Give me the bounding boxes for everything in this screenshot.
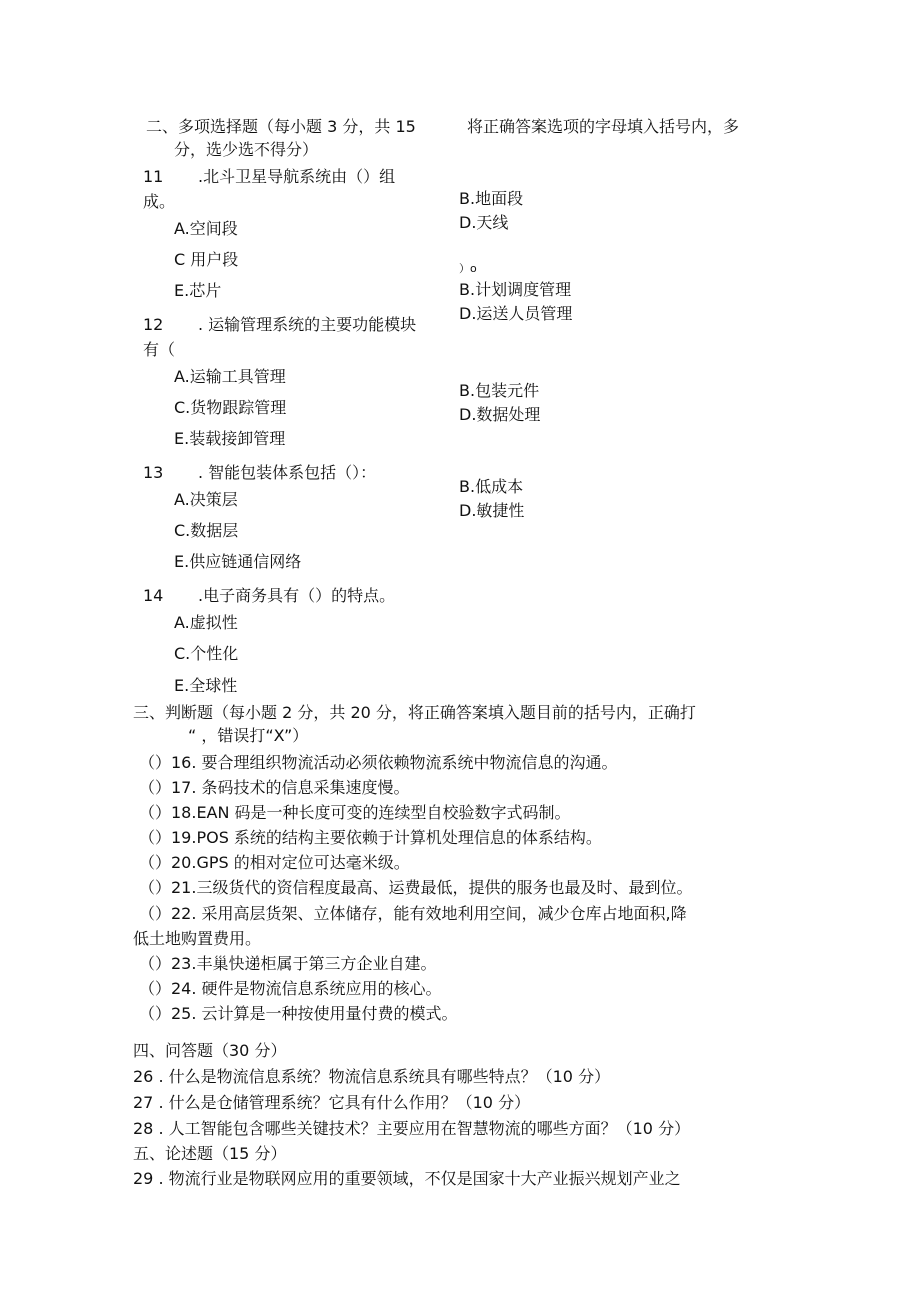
section2-title: 二、多项选择题（每小题 3 分，共 15 [146, 117, 416, 136]
question-27: 27 . 什么是仓储管理系统？它具有什么作用？（10 分） [133, 1093, 531, 1112]
q13-text: . 智能包装体系包括（）： [198, 463, 377, 482]
judgement-item: （）22. 采用高层货架、立体储存，能有效地利用空间，减少仓库占地面积,降 [139, 904, 687, 923]
q11-number: 11 [143, 167, 164, 186]
q12-option-a: A.运输工具管理 [174, 367, 286, 386]
question-28: 28 . 人工智能包含哪些关键技术？主要应用在智慧物流的哪些方面？（10 分） [133, 1119, 691, 1138]
question-29: 29 . 物流行业是物联网应用的重要领域，不仅是国家十大产业振兴规划产业之 [133, 1169, 681, 1188]
judgement-item: （）19.POS 系统的结构主要依赖于计算机处理信息的体系结构。 [139, 828, 602, 847]
q14-option-a: A.虚拟性 [174, 613, 238, 632]
q13-option-e: E.供应链通信网络 [174, 552, 302, 571]
judgement-item: （）17. 条码技术的信息采集速度慢。 [139, 778, 410, 797]
q14-option-c: C.个性化 [174, 644, 239, 663]
section2-title-cont: 分，选少选不得分） [174, 140, 319, 159]
q12-number: 12 [143, 315, 164, 334]
q11-option-d: D.天线 [459, 213, 509, 232]
section2-title-right: 将正确答案选项的字母填入括号内，多 [467, 117, 740, 136]
q14-number: 14 [143, 586, 164, 605]
judgement-item: （）21.三级货代的资信程度最高、运费最低，提供的服务也最及时、最到位。 [139, 878, 693, 897]
section3-title-cont: “ ，错误打“X”） [188, 726, 309, 745]
q12-option-b: B.计划调度管理 [459, 280, 572, 299]
judgement-item: （）24. 硬件是物流信息系统应用的核心。 [139, 979, 442, 998]
q14-option-e: E.全球性 [174, 676, 238, 695]
judgement-item: （）20.GPS 的相对定位可达毫米级。 [139, 853, 410, 872]
q13-option-b: B.包装元件 [459, 381, 540, 400]
q14-option-b: B.低成本 [459, 477, 524, 496]
q12-option-e: E.装载接卸管理 [174, 429, 286, 448]
q12-text-cont: 有（ [143, 340, 176, 359]
section4-title: 四、问答题（30 分） [133, 1041, 287, 1060]
q13-number: 13 [143, 463, 164, 482]
judgement-item: （）18.EAN 码是一种长度可变的连续型自校验数字式码制。 [139, 803, 571, 822]
q12-text: . 运输管理系统的主要功能模块 [198, 315, 417, 334]
judgement-item: （）25. 云计算是一种按使用量付费的模式。 [139, 1004, 458, 1023]
q14-option-d: D.敏捷性 [459, 501, 525, 520]
q11-text-cont: 成。 [143, 192, 176, 211]
q11-option-a: A.空间段 [174, 219, 238, 238]
judgement-item: （）16. 要合理组织物流活动必须依赖物流系统中物流信息的沟通。 [139, 753, 618, 772]
q12-option-d: D.运送人员管理 [459, 304, 573, 323]
judgement-item: （）23.丰巢快递柜属于第三方企业自建。 [139, 954, 437, 973]
judgement-item-cont: 低土地购置费用。 [133, 929, 262, 948]
q13-option-d: D.数据处理 [459, 405, 541, 424]
q11-option-e: E.芯片 [174, 281, 222, 300]
q13-option-c: C.数据层 [174, 521, 239, 540]
q11-text: .北斗卫星导航系统由（）组 [198, 167, 396, 186]
q12-option-c: C.货物跟踪管理 [174, 398, 287, 417]
q13-option-a: A.决策层 [174, 490, 238, 509]
section5-title: 五、论述题（15 分） [133, 1144, 287, 1163]
q11-option-c: C 用户段 [174, 250, 239, 269]
section3-title: 三、判断题（每小题 2 分，共 20 分，将正确答案填入题目前的括号内，正确打 [133, 703, 696, 722]
q12-stray-mark: ）o [459, 262, 477, 275]
q11-option-b: B.地面段 [459, 189, 524, 208]
question-26: 26 . 什么是物流信息系统？物流信息系统具有哪些特点？（10 分） [133, 1067, 611, 1086]
q14-text: .电子商务具有（）的特点。 [198, 586, 396, 605]
